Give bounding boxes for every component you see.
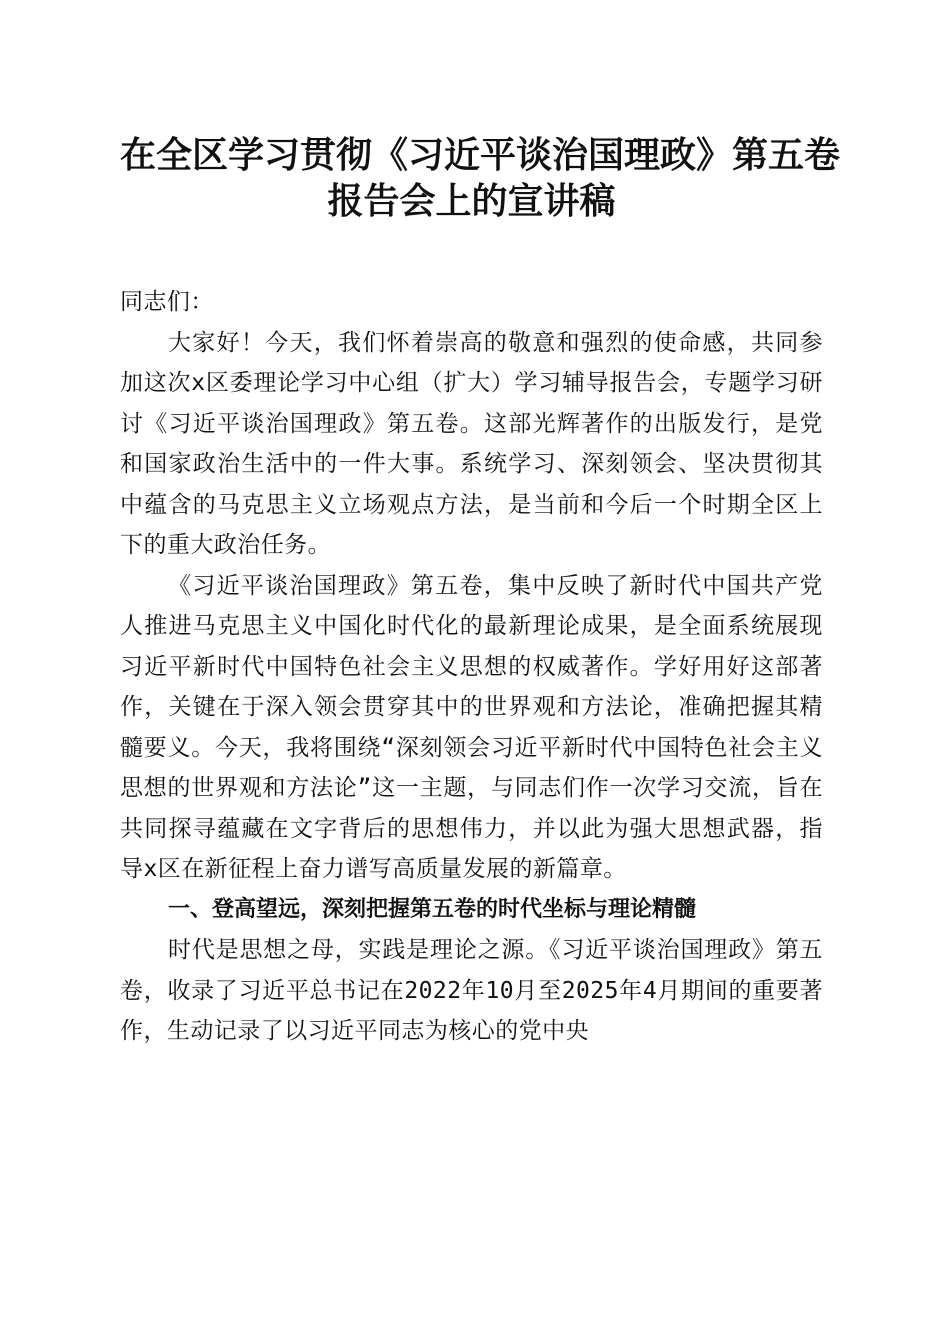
salutation: 同志们： — [120, 289, 214, 315]
document-page — [120, 132, 841, 1052]
title-line-1: 在全区学习贯彻《习近平谈治国理政》第五卷 — [120, 134, 841, 176]
paragraph-section-1: 时代是思想之母，实践是理论之源。《习近平谈治国理政》第五卷，收录了习近平总书记在2022年10月至2025年4月期间的重要著作，生动记录了以习近平同志为核心的党中央 — [120, 937, 823, 1044]
paragraph-opening: 大家好！今天，我们怀着崇高的敬意和强烈的使命感，共同参加这次x区委理论学习中心组（扩大）学习辅导报告会，专题学习研讨《习近平谈治国理政》第五卷。这部光辉著作的出版发行，是党和国家政治生活中的一件大事。系统学习、深刻领会、坚决贯彻其中蕴含的马克思主义立场观点方法，是当前和今后一个时期全区上下的重大政治任务。 — [120, 329, 823, 558]
section-heading-1: 一、登高望远，深刻把握第五卷的时代坐标与理论精髓 — [168, 896, 697, 922]
paragraph-theme: 《习近平谈治国理政》第五卷，集中反映了新时代中国共产党人推进马克思主义中国化时代化的最新理论成果，是全面系统展现习近平新时代中国特色社会主义思想的权威著作。学好用好这部著作，关键在于深入领会贯穿其中的世界观和方法论，准确把握其精髓要义。今天，我将围绕“深刻领会习近平新时代中国特色社会主义思想的世界观和方法论”这一主题，与同志们作一次学习交流，旨在共同探寻蕴藏在文字背后的思想伟力，并以此为强大思想武器，指导x区在新征程上奋力谱写高质量发展的新篇章。 — [120, 572, 823, 882]
title-line-2: 报告会上的宣讲稿 — [327, 180, 616, 222]
document-title — [120, 132, 841, 224]
